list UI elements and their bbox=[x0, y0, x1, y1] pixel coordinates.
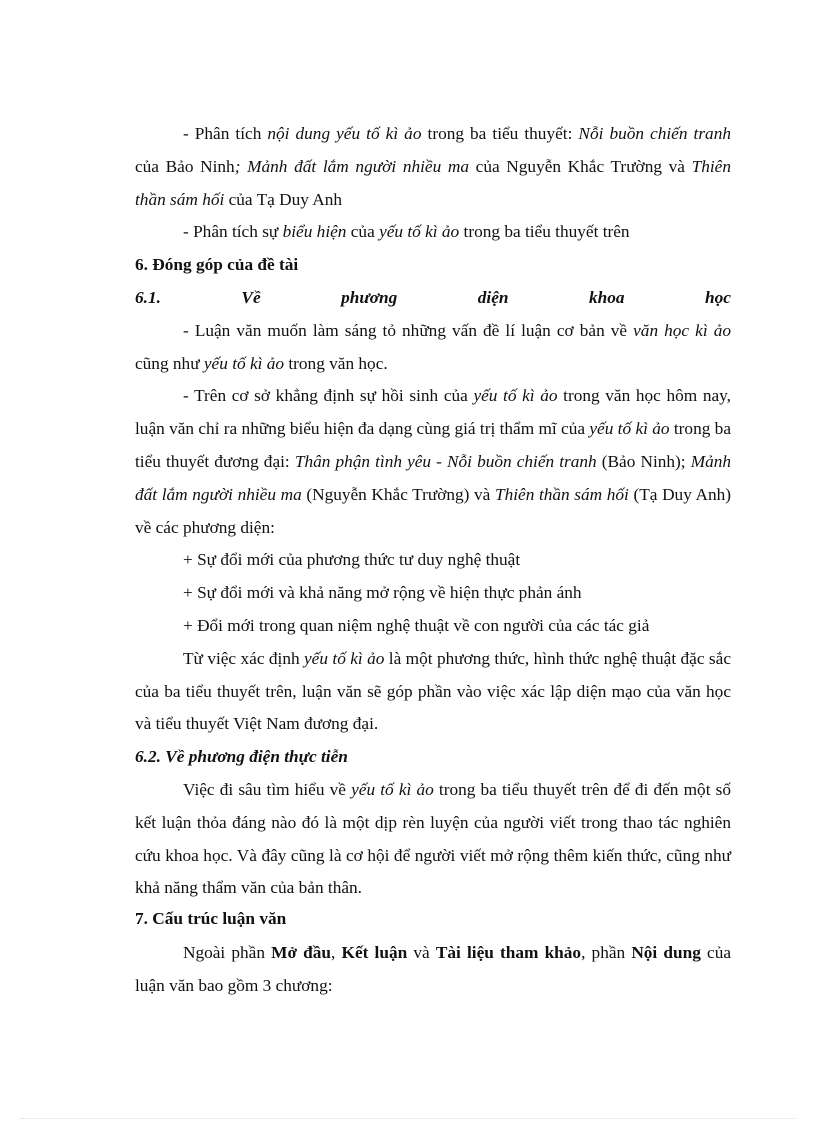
section-heading-6: 6. Đóng góp của đề tài bbox=[135, 255, 299, 275]
text: trong văn học hôm nay, luận văn chỉ ra những biểu hiện đa dạng cùng giá trị thẩm mĩ của bbox=[135, 386, 731, 439]
bold-text: Tài liệu tham khảo bbox=[435, 943, 582, 963]
bold-text: Mở đầu bbox=[271, 943, 332, 963]
text: trong văn học. bbox=[284, 353, 388, 373]
section-heading-6-1 bbox=[135, 282, 731, 315]
italic-text: yếu tố kì ảo bbox=[351, 779, 434, 799]
page-bottom-divider bbox=[20, 1118, 796, 1119]
text: Việc đi sâu tìm hiểu về bbox=[183, 779, 352, 799]
text: trong ba tiểu thuyết trên để đi đến một số kết luận thỏa đáng nào đó là một dịp rèn luyện của người viết trong thao tác nghiên cứu khoa học. Và đây cũng là cơ hội để người viết mở rộng thêm kiến thức, cũng như khả năng thẩm văn của bản thân. bbox=[135, 779, 732, 898]
italic-title: Thiên thần sám hối bbox=[494, 484, 629, 504]
italic-text: nội dung yếu tố kì ảo bbox=[267, 124, 422, 143]
paragraph-analysis-content bbox=[135, 118, 731, 216]
text: - Trên cơ sở khẳng định sự hồi sinh của bbox=[183, 386, 474, 406]
heading-word: Về bbox=[241, 287, 261, 307]
section-heading-6-2: 6.2. Về phương điện thực tiễn bbox=[135, 747, 348, 767]
heading-word: diện bbox=[477, 287, 509, 307]
heading-word: 6.1. bbox=[135, 287, 161, 307]
paragraph-practice bbox=[135, 774, 731, 905]
italic-text: yếu tố kì ảo bbox=[379, 222, 460, 242]
text: của Tạ Duy Anh bbox=[224, 189, 343, 209]
text: Từ việc xác định bbox=[183, 648, 305, 668]
paragraph-structure bbox=[135, 937, 731, 1003]
text: cũng như bbox=[135, 353, 204, 373]
text: là một phương thức, hình thức nghệ thuật đặc sắc của ba tiểu thuyết trên, luận văn sẽ góp phần vào việc xác lập diện mạo của văn học và tiểu thuyết Việt Nam đương đại. bbox=[135, 648, 731, 734]
italic-text: văn học kì ảo bbox=[633, 320, 731, 340]
text: và bbox=[407, 943, 436, 963]
text: (Tạ Duy Anh) về các phương diện: bbox=[135, 484, 732, 537]
italic-text: yếu tố kì ảo bbox=[473, 386, 558, 406]
heading-word: phương bbox=[341, 287, 398, 307]
document-page bbox=[135, 118, 731, 1003]
text: của bbox=[346, 222, 380, 242]
text: trong ba tiểu thuyết: bbox=[421, 124, 579, 143]
paragraph-analysis-expression bbox=[135, 216, 731, 249]
italic-text: yếu tố kì ảo bbox=[203, 353, 285, 373]
bullet-item: + Sự đổi mới và khả năng mở rộng về hiện thực phản ánh bbox=[183, 583, 582, 603]
text: của Nguyễn Khắc Trường và bbox=[469, 156, 692, 176]
italic-title: ; Mảnh đất lắm người nhiều ma bbox=[234, 156, 469, 176]
heading-word: khoa bbox=[589, 287, 625, 307]
paragraph-revival bbox=[135, 380, 731, 544]
italic-title: Thân phận tình yêu - Nỗi buồn chiến tranh bbox=[294, 451, 597, 471]
text: , phần bbox=[581, 943, 632, 963]
italic-text: yếu tố kì ảo bbox=[589, 419, 670, 439]
text: , bbox=[331, 943, 342, 963]
text: trong ba tiểu thuyết đương đại: bbox=[135, 419, 731, 471]
text: - Phân tích sự bbox=[183, 222, 283, 242]
paragraph-conclusion bbox=[135, 643, 731, 741]
italic-title: Thiên thần sám hối bbox=[135, 156, 731, 209]
text: Ngoài phần bbox=[183, 943, 272, 963]
bold-text: Nội dung bbox=[631, 943, 701, 963]
bold-text: Kết luận bbox=[341, 943, 408, 963]
heading-word: học bbox=[705, 287, 731, 307]
text: - Phân tích bbox=[183, 124, 268, 143]
text: (Bảo Ninh); bbox=[596, 451, 691, 471]
italic-text: yếu tố kì ảo bbox=[304, 648, 385, 668]
italic-text: biểu hiện bbox=[282, 222, 347, 242]
text: - Luận văn muốn làm sáng tỏ những vấn đề lí luận cơ bản về bbox=[183, 320, 634, 340]
paragraph-theory bbox=[135, 315, 731, 381]
text: (Nguyễn Khắc Trường) và bbox=[301, 484, 495, 504]
text: trong ba tiểu thuyết trên bbox=[459, 222, 630, 242]
text: của luận văn bao gồm 3 chương: bbox=[135, 943, 732, 995]
italic-title: Nỗi buồn chiến tranh bbox=[578, 124, 731, 143]
section-heading-7: 7. Cấu trúc luận văn bbox=[135, 909, 287, 929]
bullet-item: + Đổi mới trong quan niệm nghệ thuật về con người của các tác giả bbox=[183, 615, 650, 635]
bullet-item: + Sự đổi mới của phương thức tư duy nghệ thuật bbox=[183, 550, 521, 570]
italic-title: Mảnh đất lắm người nhiều ma bbox=[135, 451, 732, 504]
text: của Bảo Ninh bbox=[135, 156, 235, 176]
